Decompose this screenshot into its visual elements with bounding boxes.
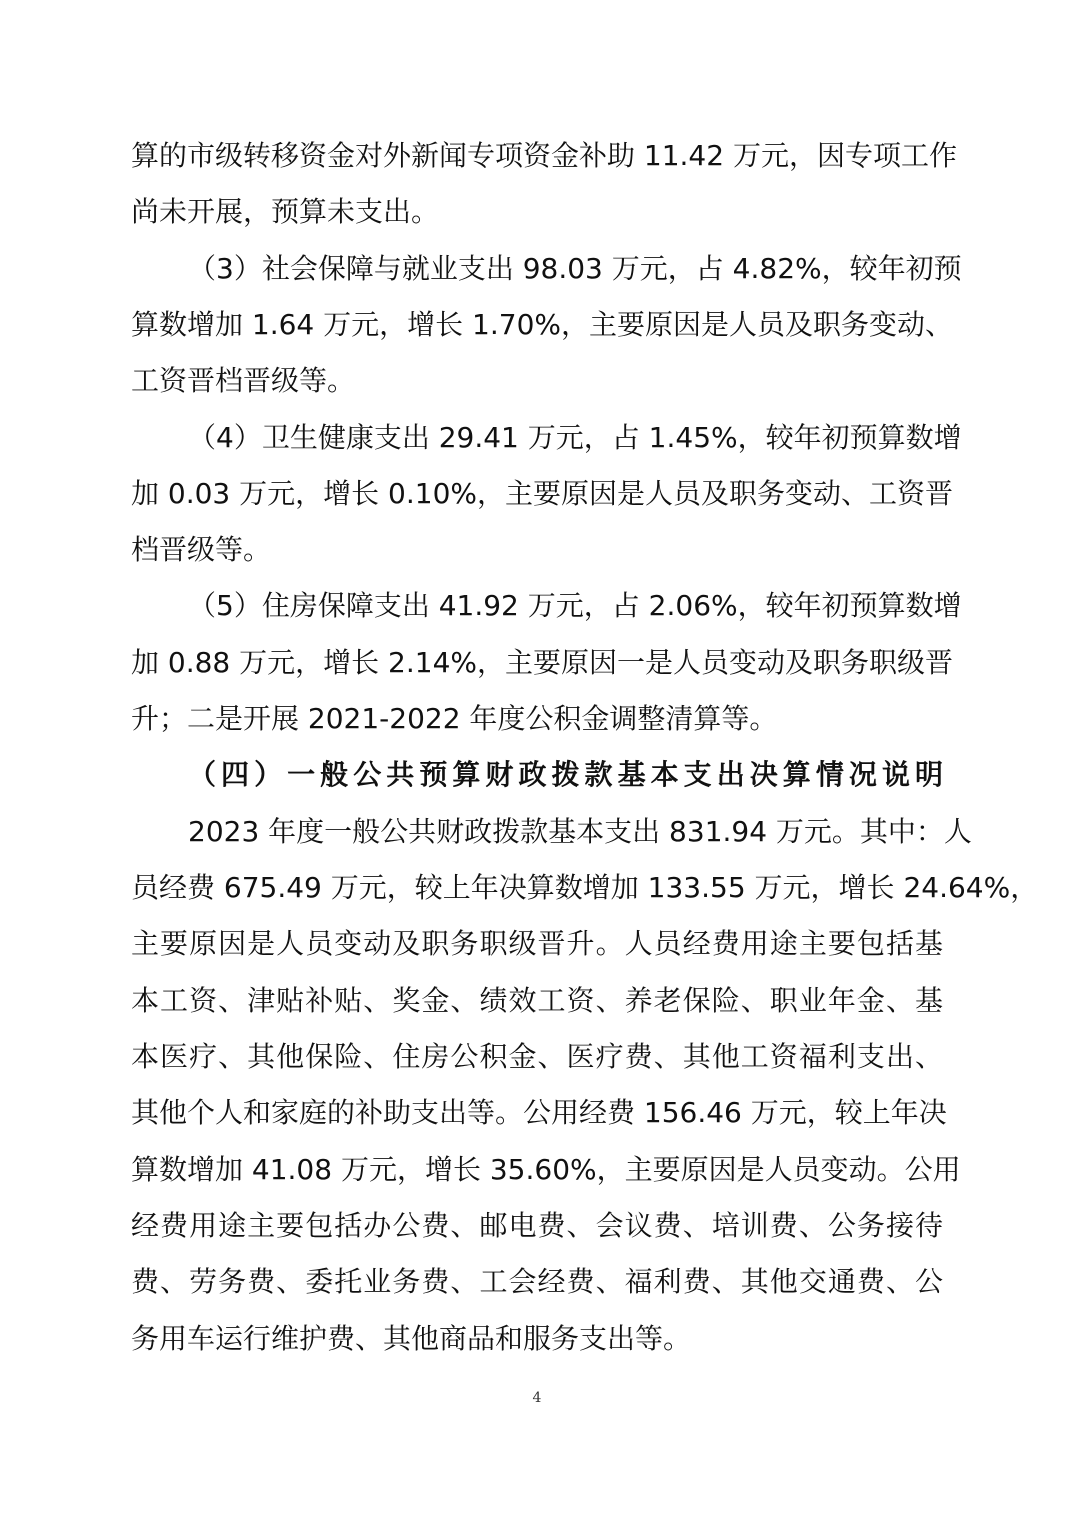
- text-line-2: 尚未开展，预算未支出。: [131, 195, 440, 228]
- text-line-7: 加 0.03 万元，增长 0.10%，主要原因是人员及职务变动、工资晋: [131, 477, 953, 510]
- text-line-10: 加 0.88 万元，增长 2.14%，主要原因一是人员变动及职务职级晋: [131, 646, 953, 679]
- text-line-5: 工资晋档晋级等。: [131, 364, 356, 397]
- text-line-9: （5）住房保障支出 41.92 万元，占 2.06%，较年初预算数增: [188, 589, 962, 622]
- section-heading: （四）一般公共预算财政拨款基本支出决算情况说明: [188, 758, 943, 791]
- text-line-12: 2023 年度一般公共财政拨款基本支出 831.94 万元。其中：人: [188, 815, 972, 848]
- text-line-17: 其他个人和家庭的补助支出等。公用经费 156.46 万元，较上年决: [131, 1096, 947, 1129]
- text-line-16: 本医疗、其他保险、住房公积金、医疗费、其他工资福利支出、: [131, 1040, 943, 1073]
- text-line-3: （3）社会保障与就业支出 98.03 万元，占 4.82%，较年初预: [188, 252, 962, 285]
- text-line-15: 本工资、津贴补贴、奖金、绩效工资、养老保险、职业年金、基: [131, 984, 943, 1017]
- text-line-8: 档晋级等。: [131, 533, 272, 566]
- text-line-11: 升；二是开展 2021-2022 年度公积金调整清算等。: [131, 702, 778, 735]
- text-line-20: 费、劳务费、委托业务费、工会经费、福利费、其他交通费、公: [131, 1265, 943, 1298]
- text-line-14: 主要原因是人员变动及职务职级晋升。人员经费用途主要包括基: [131, 927, 943, 960]
- text-line-1: 算的市级转移资金对外新闻专项资金补助 11.42 万元，因专项工作: [131, 139, 957, 172]
- text-line-19: 经费用途主要包括办公费、邮电费、会议费、培训费、公务接待: [131, 1209, 943, 1242]
- text-line-6: （4）卫生健康支出 29.41 万元，占 1.45%，较年初预算数增: [188, 421, 962, 454]
- text-line-18: 算数增加 41.08 万元，增长 35.60%，主要原因是人员变动。公用: [131, 1153, 961, 1186]
- text-line-4: 算数增加 1.64 万元，增长 1.70%，主要原因是人员及职务变动、: [131, 308, 953, 341]
- text-line-13: 员经费 675.49 万元，较上年决算数增加 133.55 万元，增长 24.64%，: [131, 871, 1039, 904]
- page-number: 4: [532, 1390, 542, 1406]
- text-line-21: 务用车运行维护费、其他商品和服务支出等。: [131, 1322, 692, 1355]
